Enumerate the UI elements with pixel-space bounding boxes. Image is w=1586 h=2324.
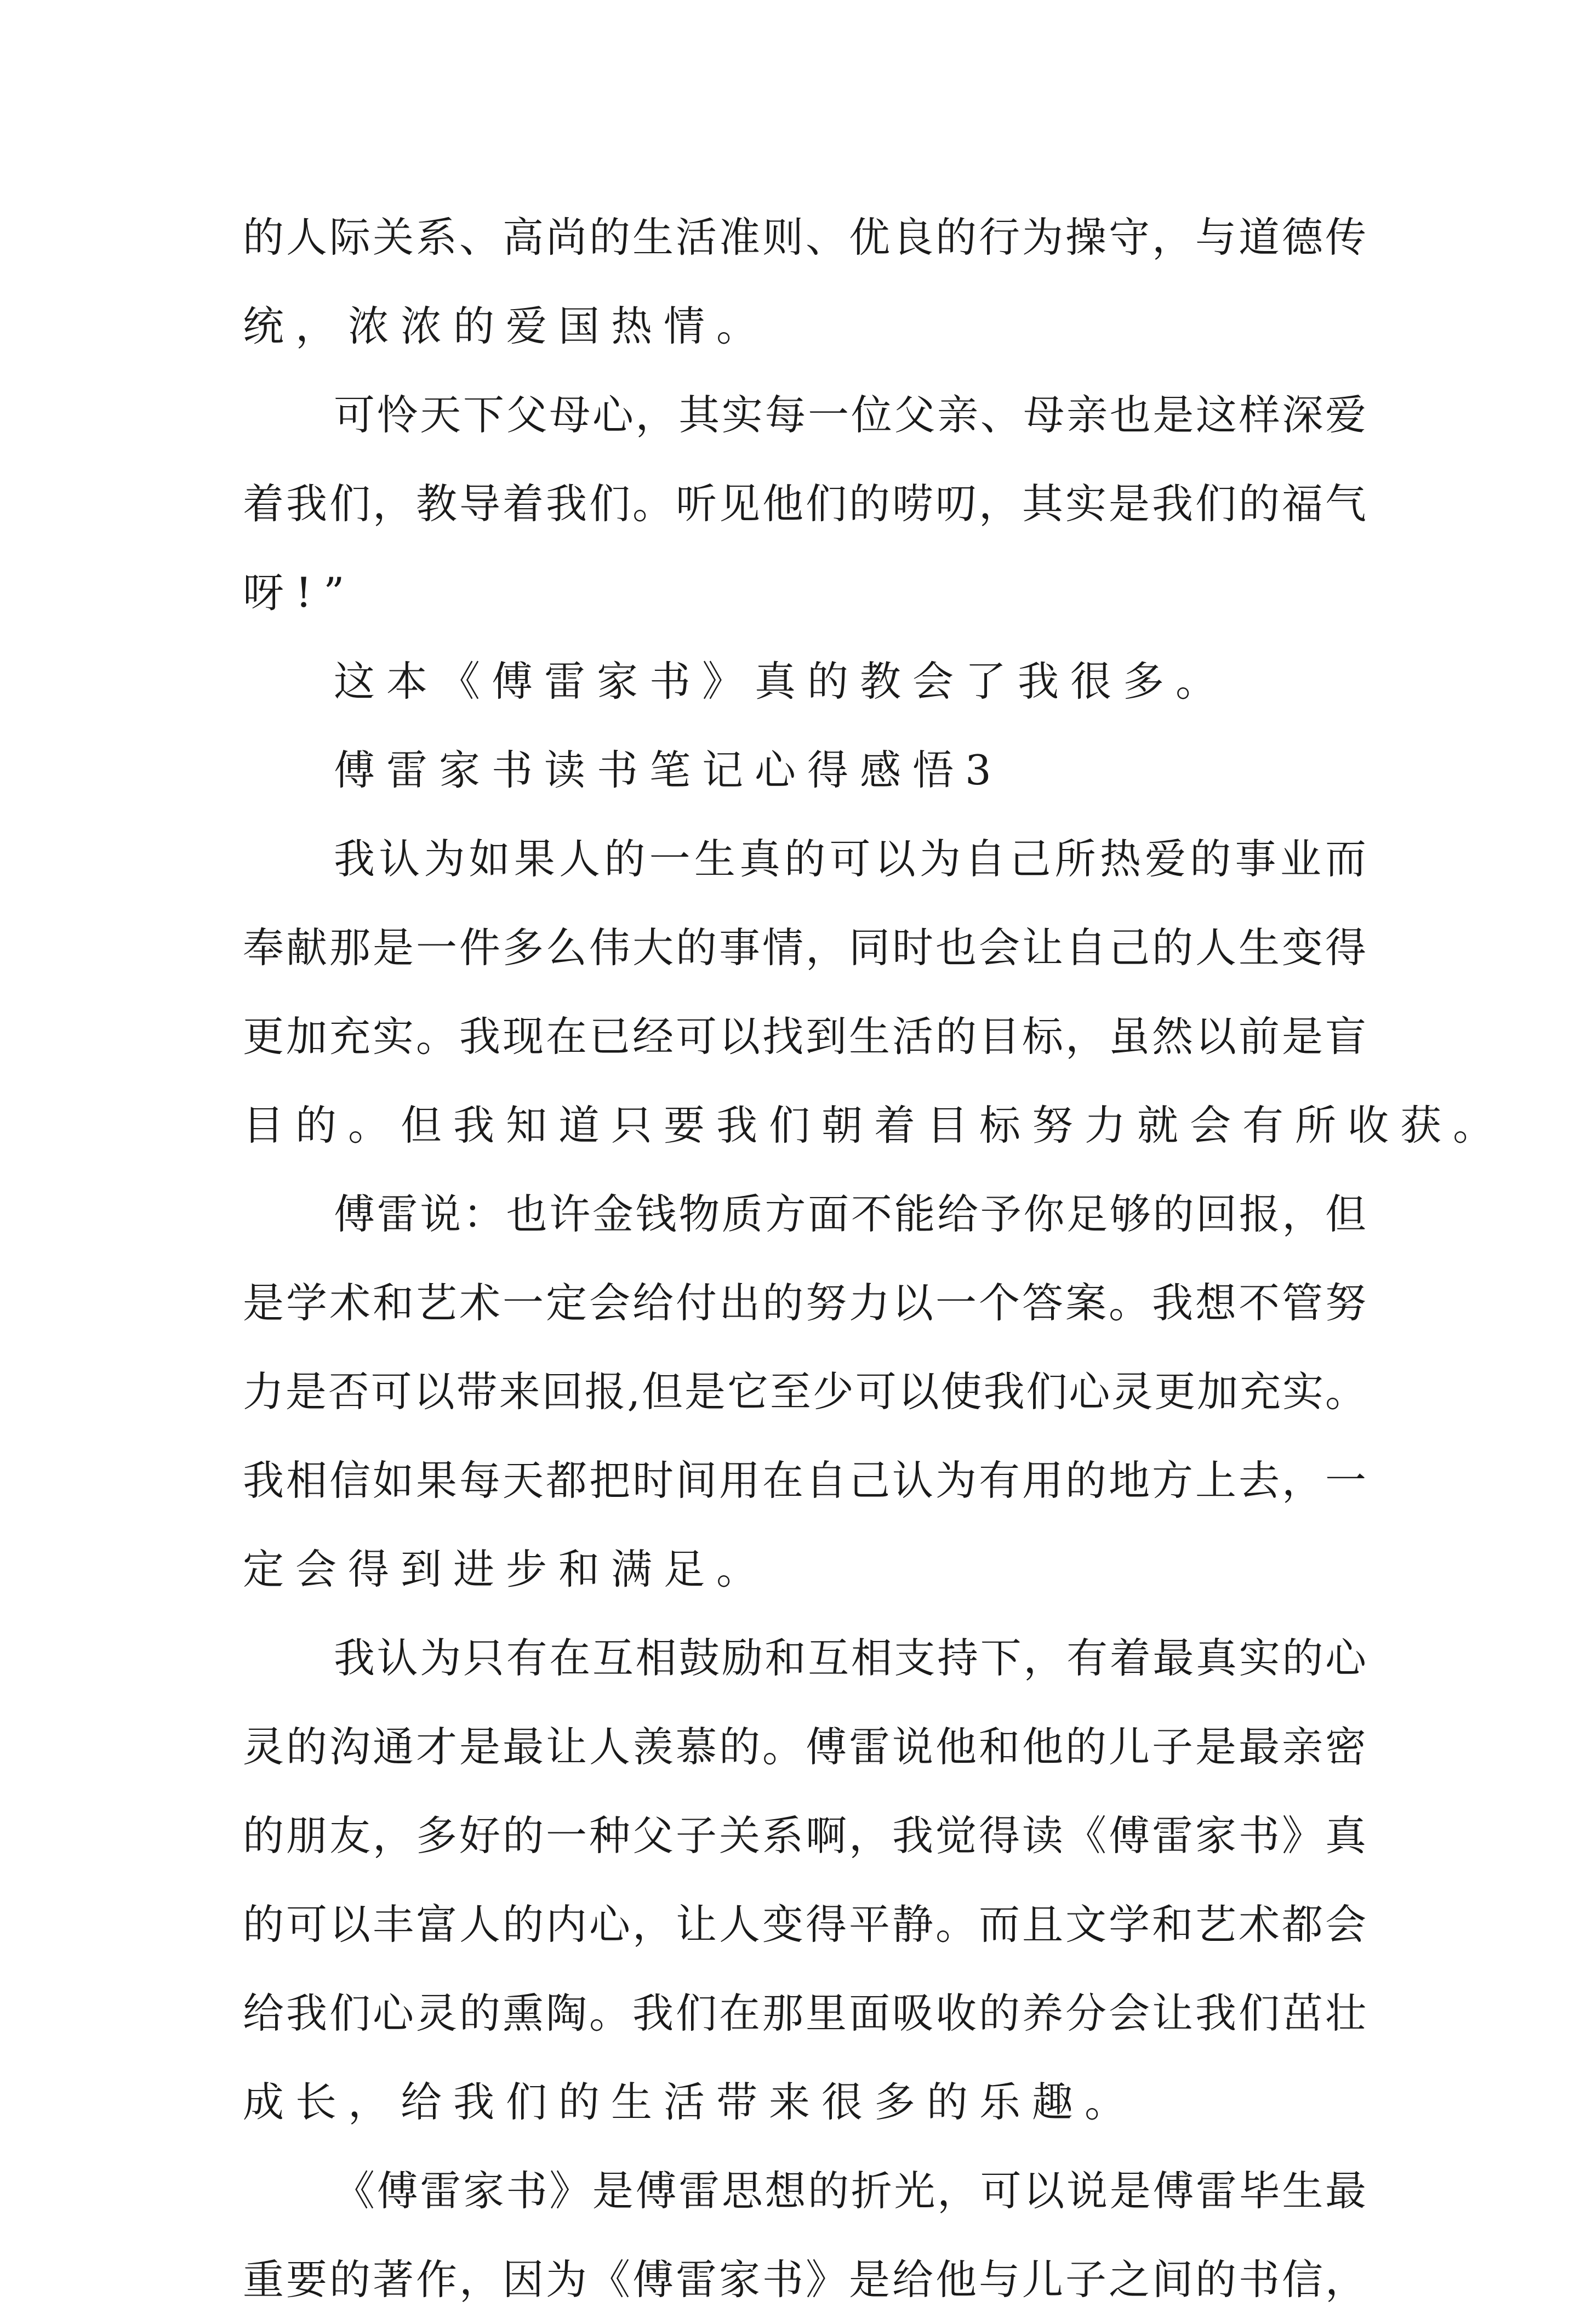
- text-line: 成长，给我们的生活带来很多的乐趣。: [243, 2078, 1138, 2126]
- text-line: 奉献那是一件多么伟大的事情，同时也会让自己的人生变得: [243, 924, 1366, 972]
- text-line: 我认为只有在互相鼓励和互相支持下，有着最真实的心: [334, 1634, 1366, 1682]
- text-line: 目的。但我知道只要我们朝着目标努力就会有所收获。: [243, 1101, 1506, 1149]
- text-line: 我认为如果人的一生真的可以为自己所热爱的事业而: [334, 835, 1366, 883]
- text-line: 重要的著作，因为《傅雷家书》是给他与儿子之间的书信，: [243, 2255, 1366, 2304]
- text-line: 这本《傅雷家书》真的教会了我很多。: [334, 657, 1229, 705]
- text-line: 定会得到进步和满足。: [243, 1545, 769, 1593]
- text-line: 着我们，教导着我们。听见他们的唠叨，其实是我们的福气: [243, 480, 1366, 528]
- text-line: 力是否可以带来回报,但是它至少可以使我们心灵更加充实。: [243, 1368, 1366, 1416]
- text-line: 《傅雷家书》是傅雷思想的折光，可以说是傅雷毕生最: [334, 2167, 1366, 2215]
- text-line: 灵的沟通才是最让人羡慕的。傅雷说他和他的儿子是最亲密: [243, 1723, 1366, 1771]
- text-line: 是学术和艺术一定会给付出的努力以一个答案。我想不管努: [243, 1279, 1366, 1327]
- text-line: 的人际关系、高尚的生活准则、优良的行为操守，与道德传: [243, 213, 1366, 261]
- text-line: 统，浓浓的爱国热情。: [243, 302, 769, 350]
- document-body: [243, 193, 1506, 2324]
- text-line: 给我们心灵的熏陶。我们在那里面吸收的养分会让我们茁壮: [243, 1989, 1366, 2037]
- text-line: 的可以丰富人的内心，让人变得平静。而且文学和艺术都会: [243, 1900, 1366, 1949]
- text-line: 傅雷家书读书笔记心得感悟3: [334, 746, 1003, 794]
- text-line: 的朋友，多好的一种父子关系啊，我觉得读《傅雷家书》真: [243, 1812, 1366, 1860]
- text-line: 呀!”: [243, 568, 356, 617]
- text-line: 可怜天下父母心，其实每一位父亲、母亲也是这样深爱: [334, 391, 1366, 439]
- text-line: 傅雷说：也许金钱物质方面不能给予你足够的回报，但: [334, 1190, 1366, 1238]
- text-line: 我相信如果每天都把时间用在自己认为有用的地方上去，一: [243, 1456, 1366, 1505]
- text-line: 更加充实。我现在已经可以找到生活的目标，虽然以前是盲: [243, 1012, 1366, 1061]
